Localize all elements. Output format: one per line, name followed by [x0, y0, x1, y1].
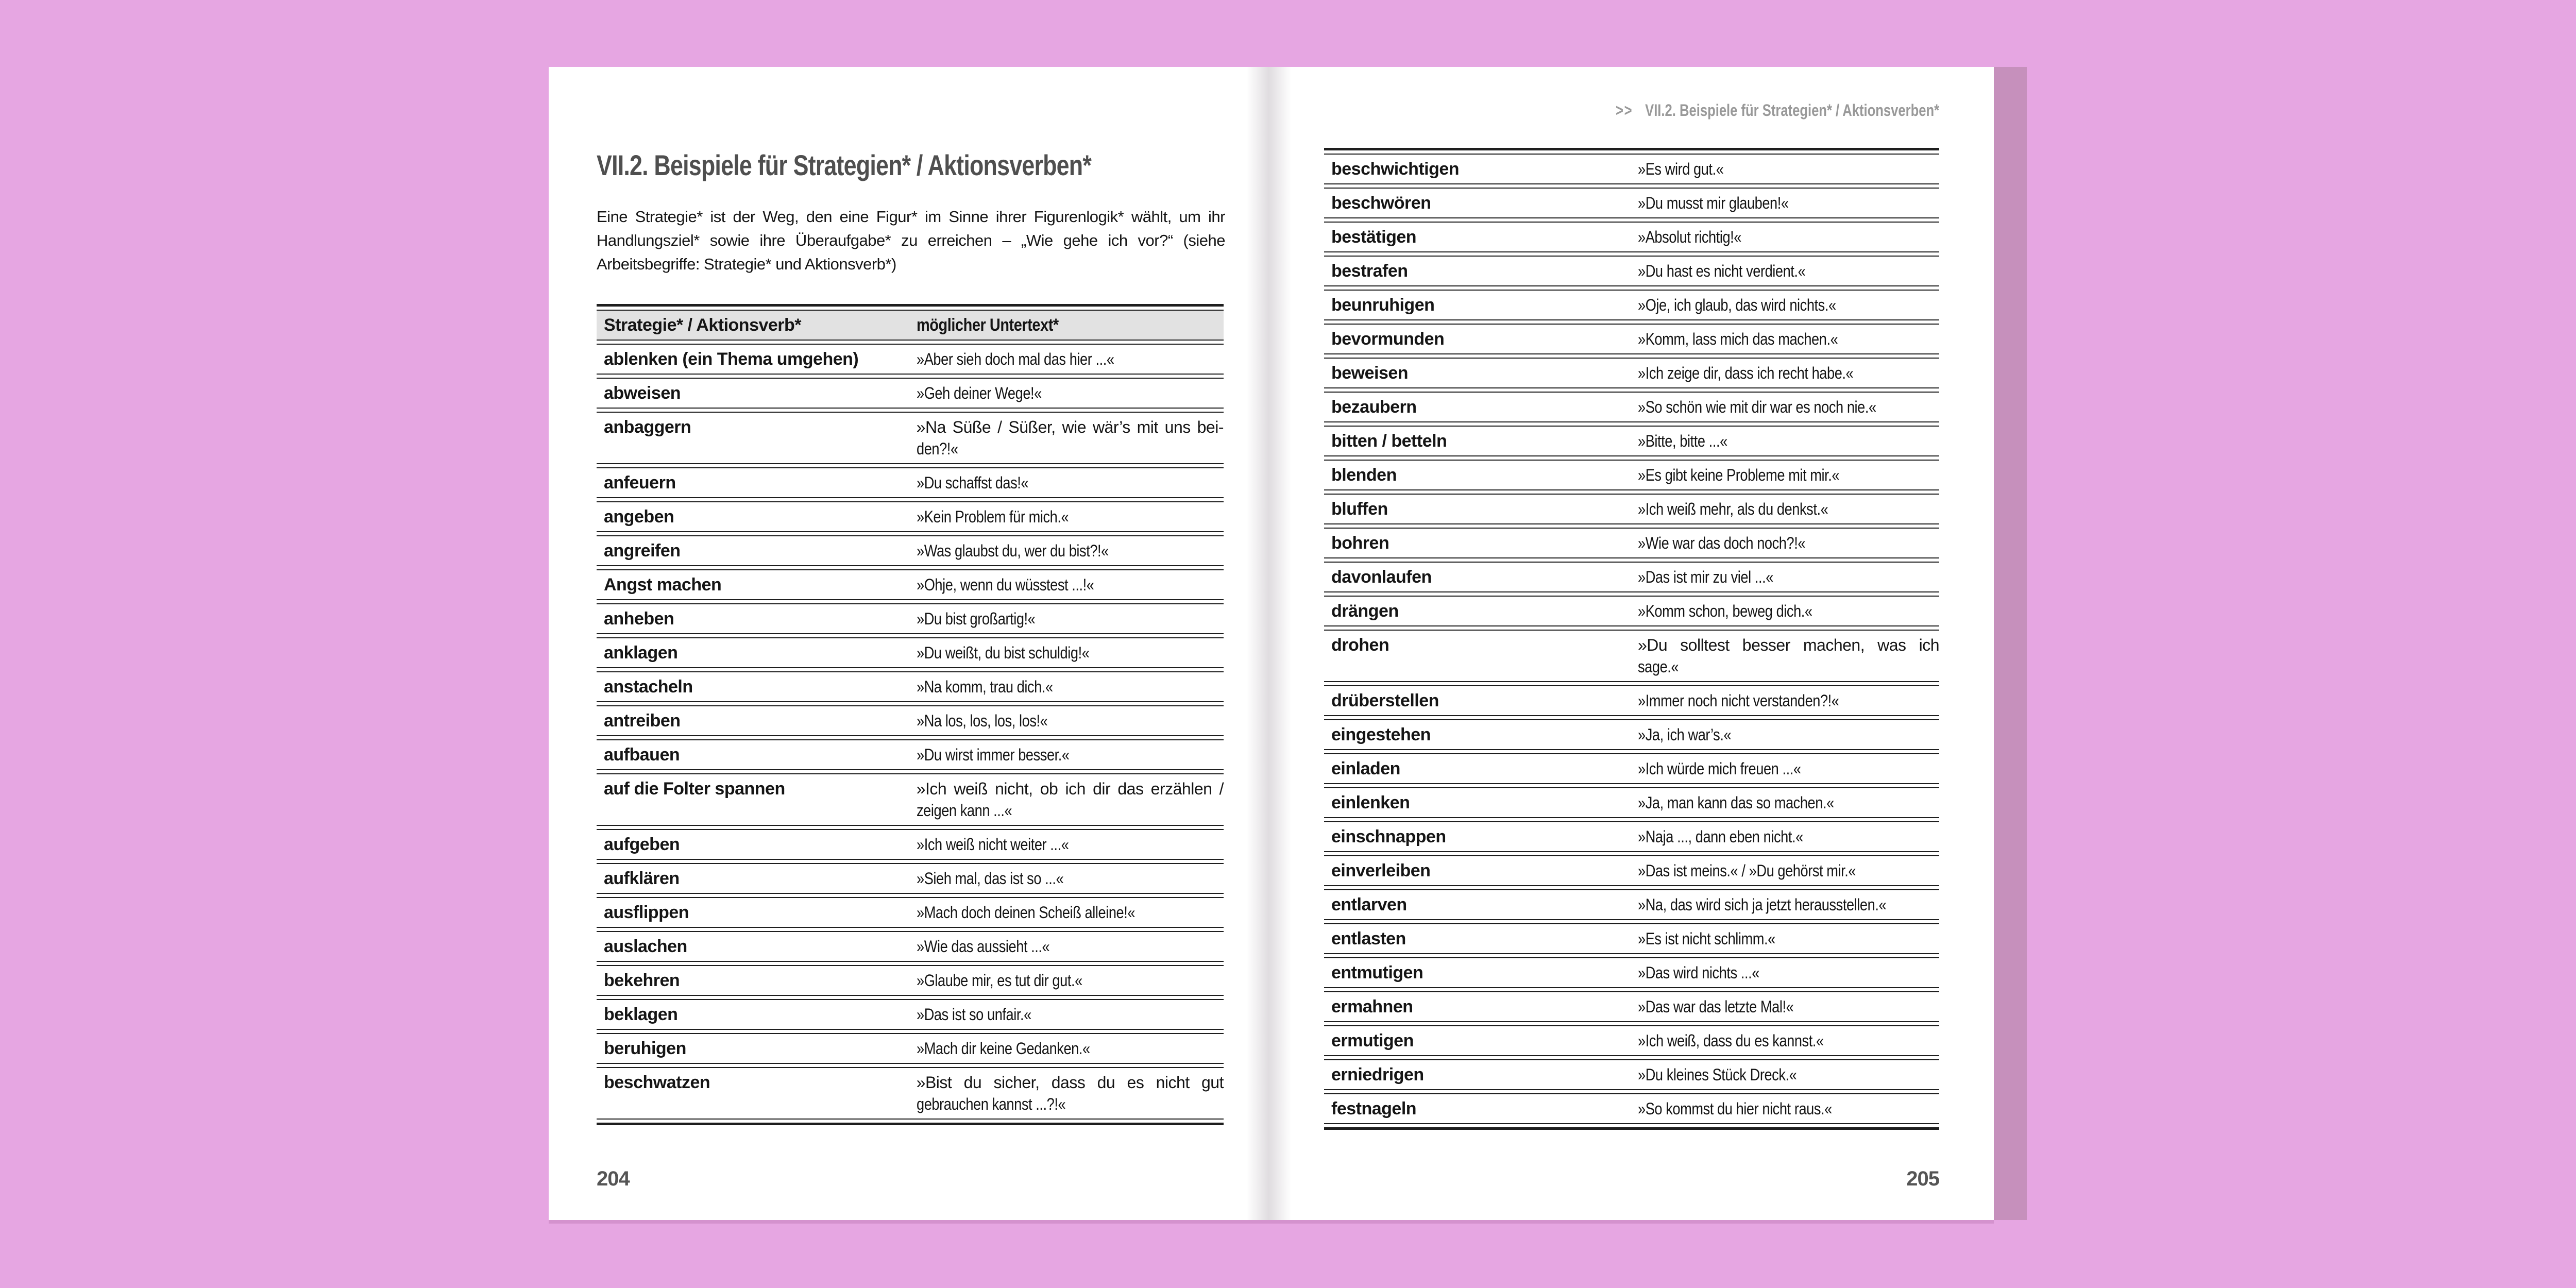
- verb-cell: bekehren: [604, 971, 680, 990]
- page-title: VII.2. Beispiele für Strategien* / Aktionsverben*: [597, 149, 1091, 181]
- subtext-line: »Du hast es nicht verdient.«: [1637, 262, 1806, 280]
- subtext-line: »Bitte, bitte ...«: [1637, 432, 1727, 450]
- subtext-cell: [1638, 686, 1939, 715]
- subtext-line: »Mach doch deinen Scheiß alleine!«: [916, 903, 1135, 922]
- subtext-line: »Kein Problem für mich.«: [916, 507, 1069, 526]
- verb-cell: anfeuern: [604, 473, 676, 493]
- verb-cell: davonlaufen: [1331, 567, 1432, 587]
- table-row: [1324, 324, 1939, 354]
- subtext-cell: [917, 604, 1224, 633]
- subtext-cell: [1638, 631, 1939, 681]
- table-row: [597, 897, 1224, 928]
- subtext-line: »Ich zeige dir, dass ich recht habe.«: [1637, 364, 1854, 382]
- table-row: [597, 705, 1224, 736]
- verb-cell: bluffen: [1331, 499, 1388, 519]
- subtext-line: »Es wird gut.«: [1637, 160, 1724, 178]
- subtext-cell: [1638, 427, 1939, 455]
- table-row: [597, 603, 1224, 634]
- subtext-cell: [917, 379, 1224, 408]
- table-row: [1324, 957, 1939, 988]
- table-row: [597, 931, 1224, 962]
- subtext-cell: [917, 864, 1224, 893]
- subtext-cell: [1638, 189, 1939, 217]
- subtext-cell: [1638, 1060, 1939, 1089]
- subtext-line: »Das war das letzte Mal!«: [1637, 997, 1794, 1016]
- subtext-line: »Ich weiß, dass du es kannst.«: [1637, 1031, 1824, 1050]
- subtext-line: »Du kleines Stück Dreck.«: [1637, 1065, 1797, 1084]
- table-row: [597, 467, 1224, 498]
- running-head-title: VII.2. Beispiele für Strategien* / Aktionsverben*: [1645, 101, 1939, 120]
- column-header-subtext-label: möglicher Untertext*: [916, 315, 1059, 335]
- subtext-line: »Ja, ich war’s.«: [1637, 725, 1732, 744]
- subtext-cell: [1638, 359, 1939, 387]
- table-body: [1324, 154, 1939, 1124]
- page-edge-strip: [1994, 67, 2027, 1220]
- page-number-left: 204: [597, 1167, 630, 1190]
- table-row: [1324, 426, 1939, 456]
- table-row: [597, 863, 1224, 894]
- verb-cell: einverleiben: [1331, 861, 1431, 880]
- page-number-right: 205: [1906, 1167, 1939, 1190]
- subtext-line: »Du weißt, du bist schuldig!«: [916, 643, 1090, 662]
- table-row: [1324, 1025, 1939, 1056]
- subtext-cell: [1638, 495, 1939, 523]
- table-row: [1324, 290, 1939, 320]
- subtext-line: den?!«: [916, 439, 958, 458]
- subtext-line: »Das ist so unfair.«: [916, 1005, 1031, 1024]
- table-row: [597, 501, 1224, 532]
- subtext-line: »Absolut richtig!«: [1637, 228, 1741, 246]
- subtext-cell: [917, 830, 1224, 859]
- table-row: [1324, 685, 1939, 716]
- verb-cell: angreifen: [604, 541, 681, 561]
- table-row: [1324, 821, 1939, 852]
- verb-cell: anheben: [604, 609, 674, 629]
- verb-cell: bevormunden: [1331, 329, 1445, 349]
- verb-cell: drüberstellen: [1331, 691, 1439, 710]
- subtext-cell: [1638, 1094, 1939, 1123]
- subtext-line: »Ich würde mich freuen ...«: [1637, 759, 1801, 778]
- subtext-cell: [1638, 856, 1939, 885]
- table-row: [597, 829, 1224, 860]
- verb-cell: beschwichtigen: [1331, 159, 1460, 179]
- subtext-line: »Aber sieh doch mal das hier ...«: [916, 350, 1114, 368]
- verb-cell: entmutigen: [1331, 963, 1423, 982]
- subtext-cell: [917, 706, 1224, 735]
- subtext-line: »Ich weiß mehr, als du denkst.«: [1637, 500, 1828, 518]
- table-row: [1324, 494, 1939, 524]
- table-row: [597, 773, 1224, 826]
- subtext-line: »Es ist nicht schlimm.«: [1637, 929, 1775, 948]
- verb-cell: anklagen: [604, 643, 678, 663]
- table-row: [597, 412, 1224, 464]
- subtext-line: »Wie das aussieht ...«: [916, 937, 1049, 956]
- subtext-line: »Was glaubst du, wer du bist?!«: [916, 541, 1109, 560]
- verb-cell: auf die Folter spannen: [604, 779, 785, 799]
- verb-cell: beklagen: [604, 1005, 678, 1024]
- verb-cell: blenden: [1331, 465, 1397, 485]
- table-row: [597, 344, 1224, 375]
- subtext-cell: [1638, 822, 1939, 851]
- subtext-line: »Wie war das doch noch?!«: [1637, 534, 1805, 552]
- table-row: [1324, 358, 1939, 388]
- table-row: [1324, 256, 1939, 286]
- table-row: [597, 378, 1224, 409]
- subtext-cell: [917, 1000, 1224, 1029]
- subtext-line: »Na komm, trau dich.«: [916, 677, 1053, 696]
- table-row: [1324, 630, 1939, 682]
- subtext-cell: [917, 468, 1224, 497]
- subtext-cell: [1638, 992, 1939, 1021]
- subtext-cell: [1638, 223, 1939, 251]
- verb-cell: einladen: [1331, 759, 1400, 778]
- subtext-cell: [1638, 291, 1939, 319]
- verb-cell: ausflippen: [604, 903, 689, 922]
- verb-cell: beruhigen: [604, 1039, 686, 1058]
- table-row: [1324, 460, 1939, 490]
- subtext-line: »Sieh mal, das ist so ...«: [916, 869, 1063, 888]
- subtext-line: »Bist du sicher, dass du es nicht gut: [916, 1073, 1224, 1092]
- subtext-cell: [917, 966, 1224, 995]
- column-header-strategy: Strategie* / Aktionsverb*: [604, 315, 802, 335]
- verb-cell: festnageln: [1331, 1099, 1417, 1118]
- verb-cell: bestrafen: [1331, 261, 1408, 281]
- subtext-line: »Du schaffst das!«: [916, 473, 1028, 492]
- subtext-cell: [1638, 754, 1939, 783]
- subtext-cell: [917, 502, 1224, 531]
- table-row: [1324, 889, 1939, 920]
- subtext-line: »Ich weiß nicht weiter ...«: [916, 835, 1069, 854]
- subtext-line: zeigen kann ...«: [916, 801, 1012, 820]
- table-row: [597, 1067, 1224, 1120]
- subtext-line: »Komm schon, beweg dich.«: [1637, 602, 1812, 620]
- subtext-line: »Du solltest besser machen, was ich: [1637, 636, 1939, 654]
- verb-cell: angeben: [604, 507, 674, 527]
- table-row: [597, 965, 1224, 996]
- table-row: [1324, 1059, 1939, 1090]
- table-row: [1324, 596, 1939, 626]
- subtext-line: »Du wirst immer besser.«: [916, 745, 1070, 764]
- verb-cell: drohen: [1331, 635, 1389, 655]
- subtext-line: »So schön wie mit dir war es noch nie.«: [1637, 398, 1876, 416]
- subtext-cell: [1638, 924, 1939, 953]
- subtext-line: »Oje, ich glaub, das wird nichts.«: [1637, 296, 1836, 314]
- verb-cell: abweisen: [604, 383, 681, 403]
- subtext-line: »Das ist mir zu viel ...«: [1637, 568, 1773, 586]
- verb-cell: bohren: [1331, 533, 1389, 553]
- table-row: [597, 1033, 1224, 1064]
- subtext-line: »Komm, lass mich das machen.«: [1637, 330, 1838, 348]
- subtext-cell: [917, 638, 1224, 667]
- subtext-cell: [917, 898, 1224, 927]
- subtext-line: »Na, das wird sich ja jetzt herausstellen.«: [1637, 895, 1887, 914]
- subtext-cell: [917, 345, 1224, 374]
- verb-cell: aufbauen: [604, 745, 680, 765]
- subtext-line: »Mach dir keine Gedanken.«: [916, 1039, 1090, 1058]
- intro-paragraph: Eine Strategie* ist der Weg, den eine Figur* im Sinne ihrer Figurenlogik* wählt, um ihr Handlungsziel* sowie ihre Überaufgabe* zu erreichen – „Wie gehe ich vor?“ (siehe Arbeitsbegriffe: Strategie* und Aktionsverb*): [597, 208, 1225, 273]
- verb-cell: auslachen: [604, 937, 687, 956]
- verb-cell: bezaubern: [1331, 397, 1417, 417]
- subtext-cell: [1638, 958, 1939, 987]
- subtext-cell: [1638, 788, 1939, 817]
- verb-cell: beweisen: [1331, 363, 1409, 383]
- column-header-subtext: [917, 311, 1224, 340]
- verb-cell: beunruhigen: [1331, 295, 1435, 315]
- strategies-table-left: [597, 304, 1224, 1125]
- subtext-cell: [1638, 393, 1939, 421]
- verb-cell: ermahnen: [1331, 997, 1413, 1016]
- subtext-cell: [1638, 257, 1939, 285]
- subtext-line: gebrauchen kannst ...?!«: [916, 1095, 1065, 1113]
- subtext-cell: [917, 570, 1224, 599]
- table-row: [1324, 855, 1939, 886]
- verb-cell: einschnappen: [1331, 827, 1446, 846]
- subtext-cell: [1638, 720, 1939, 749]
- table-body: [597, 344, 1224, 1120]
- running-head: [1616, 101, 1939, 120]
- subtext-cell: [1638, 461, 1939, 489]
- table-row: [1324, 528, 1939, 558]
- verb-cell: aufklären: [604, 869, 680, 888]
- verb-cell: anstacheln: [604, 677, 693, 697]
- subtext-line: »Na Süße / Süßer, wie wär’s mit uns bei-: [916, 418, 1224, 436]
- subtext-line: »Immer noch nicht verstanden?!«: [1637, 691, 1839, 710]
- subtext-cell: [917, 740, 1224, 769]
- table-row: [1324, 991, 1939, 1022]
- subtext-cell: [1638, 563, 1939, 591]
- subtext-cell: [1638, 597, 1939, 625]
- subtext-line: »Ja, man kann das so machen.«: [1637, 793, 1834, 812]
- verb-cell: beschwatzen: [604, 1073, 710, 1092]
- subtext-line: »Das wird nichts ...«: [1637, 963, 1759, 982]
- table-row: [1324, 392, 1939, 422]
- table-header-row: [597, 310, 1224, 341]
- table-row: [1324, 923, 1939, 954]
- subtext-cell: [917, 1034, 1224, 1063]
- table-row: [597, 739, 1224, 770]
- verb-cell: einlenken: [1331, 793, 1410, 812]
- table-row: [597, 999, 1224, 1030]
- subtext-cell: [917, 672, 1224, 701]
- table-row: [1324, 1093, 1939, 1124]
- verb-cell: anbaggern: [604, 417, 691, 437]
- subtext-cell: [1638, 325, 1939, 353]
- subtext-line: »Ohje, wenn du wüsstest ...!«: [916, 575, 1094, 594]
- verb-cell: aufgeben: [604, 835, 680, 854]
- subtext-line: »Ich weiß nicht, ob ich dir das erzählen /: [916, 779, 1224, 798]
- subtext-cell: [917, 536, 1224, 565]
- subtext-line: »Das ist meins.« / »Du gehörst mir.«: [1637, 861, 1856, 880]
- table-row: [1324, 719, 1939, 750]
- table-row: [597, 569, 1224, 600]
- strategies-table-right: [1324, 148, 1939, 1130]
- verb-cell: ablenken (ein Thema umgehen): [604, 349, 859, 369]
- table-row: [1324, 753, 1939, 784]
- verb-cell: bestätigen: [1331, 227, 1417, 247]
- chevron-right-icon: >>: [1615, 101, 1633, 120]
- verb-cell: drängen: [1331, 601, 1399, 621]
- subtext-cell: [917, 1068, 1224, 1118]
- table-row: [597, 671, 1224, 702]
- table-row: [1324, 222, 1939, 252]
- subtext-line: »Es gibt keine Probleme mit mir.«: [1637, 466, 1840, 484]
- subtext-line: sage.«: [1637, 657, 1679, 676]
- subtext-cell: [1638, 529, 1939, 557]
- table-row: [1324, 787, 1939, 818]
- subtext-line: »Geh deiner Wege!«: [916, 384, 1042, 402]
- table-row: [1324, 154, 1939, 184]
- verb-cell: antreiben: [604, 711, 681, 731]
- table-row: [1324, 188, 1939, 218]
- table-row: [1324, 562, 1939, 592]
- subtext-cell: [1638, 890, 1939, 919]
- verb-cell: eingestehen: [1331, 725, 1431, 744]
- subtext-cell: [917, 774, 1224, 825]
- subtext-line: »Du bist großartig!«: [916, 609, 1036, 628]
- verb-cell: beschwören: [1331, 193, 1431, 213]
- verb-cell: bitten / betteln: [1331, 431, 1447, 451]
- subtext-line: »Glaube mir, es tut dir gut.«: [916, 971, 1082, 990]
- subtext-cell: [917, 932, 1224, 961]
- verb-cell: erniedrigen: [1331, 1065, 1424, 1084]
- verb-cell: entlarven: [1331, 895, 1407, 914]
- verb-cell: ermutigen: [1331, 1031, 1414, 1050]
- subtext-line: »Na los, los, los, los!«: [916, 711, 1048, 730]
- table-row: [597, 535, 1224, 566]
- subtext-line: »So kommst du hier nicht raus.«: [1637, 1099, 1832, 1118]
- subtext-cell: [1638, 155, 1939, 183]
- verb-cell: Angst machen: [604, 575, 722, 595]
- verb-cell: entlasten: [1331, 929, 1406, 948]
- subtext-line: »Du musst mir glauben!«: [1637, 194, 1789, 212]
- subtext-cell: [1638, 1026, 1939, 1055]
- subtext-cell: [917, 413, 1224, 463]
- table-row: [597, 637, 1224, 668]
- subtext-line: »Naja ..., dann eben nicht.«: [1637, 827, 1803, 846]
